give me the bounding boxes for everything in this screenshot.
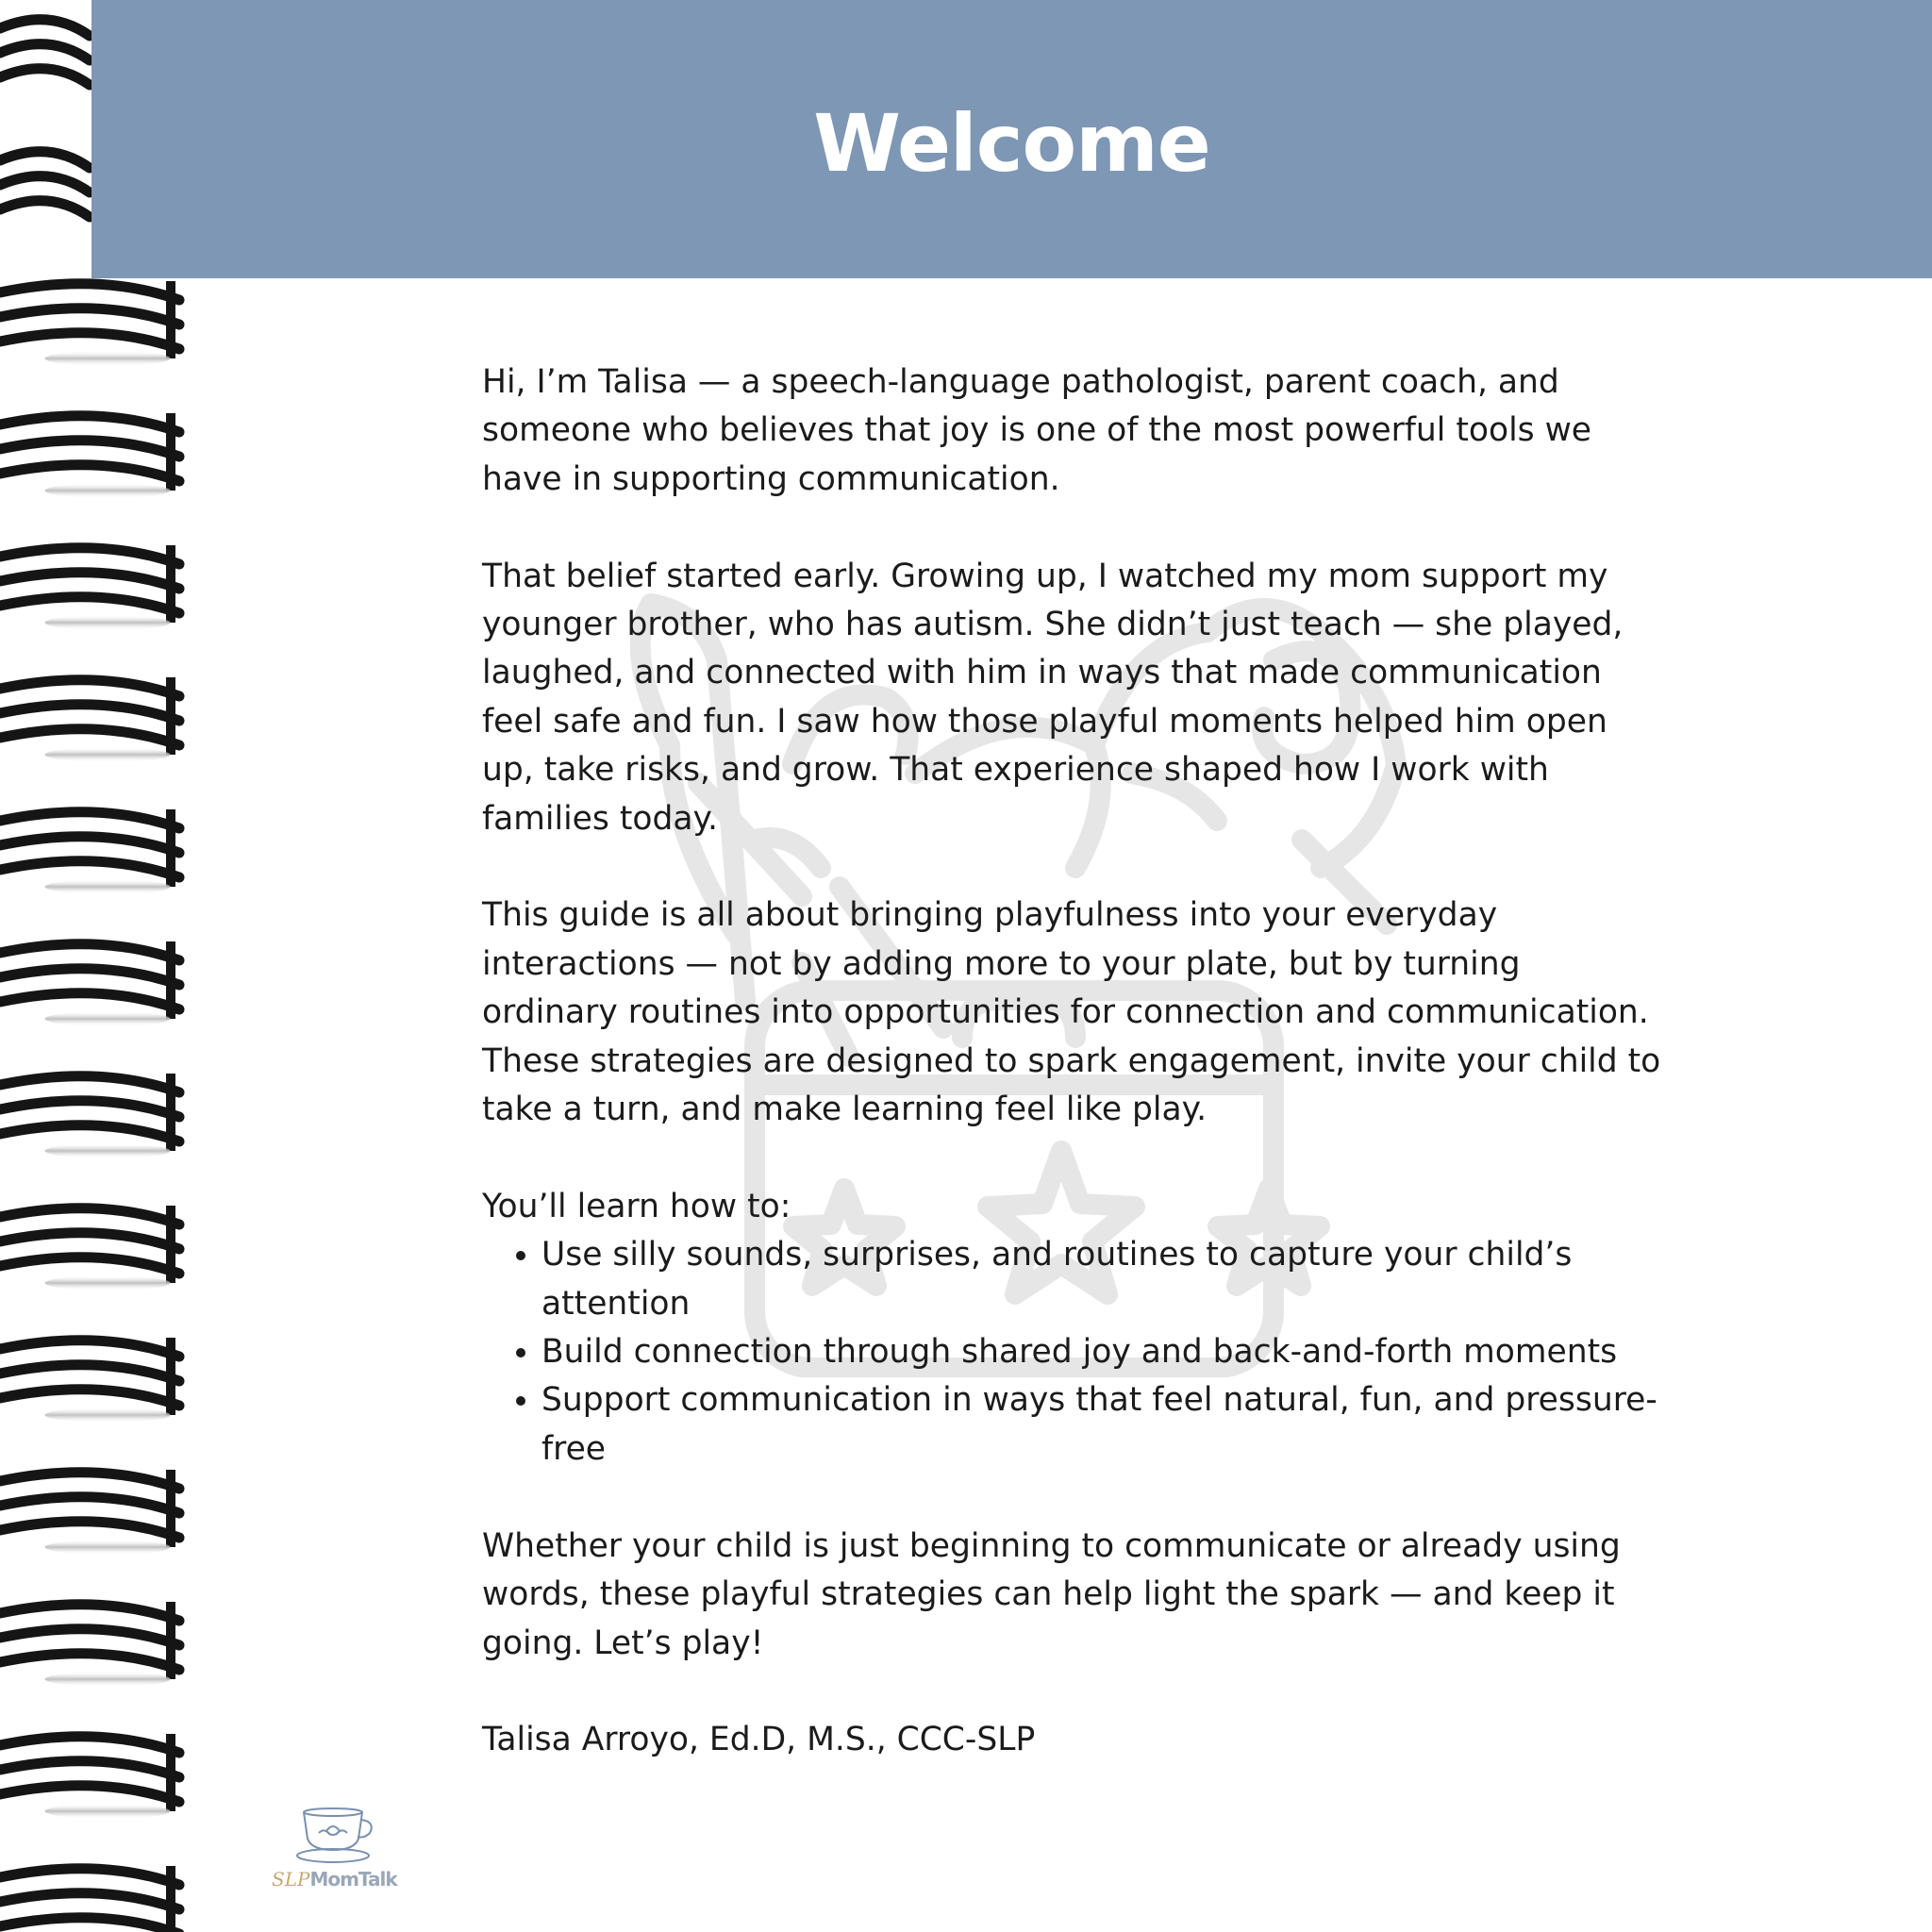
spiral-ring bbox=[0, 1602, 179, 1687]
spiral-ring bbox=[0, 1734, 179, 1819]
logo-text-momtalk: MomTalk bbox=[309, 1868, 397, 1890]
slp-mom-talk-logo bbox=[272, 1807, 397, 1901]
spiral-ring bbox=[0, 1866, 179, 1932]
header-banner bbox=[92, 0, 1932, 278]
page-title: Welcome bbox=[813, 97, 1210, 190]
list-item: • Use silly sounds, surprises, and routines to capture your child’s attention bbox=[541, 1231, 1661, 1328]
spiral-ring bbox=[0, 545, 179, 630]
logo-text-slp: SLP bbox=[272, 1868, 310, 1890]
spiral-ring bbox=[0, 809, 179, 894]
list-item: • Support communication in ways that feel natural, fun, and pressure-free bbox=[541, 1376, 1661, 1474]
spiral-ring bbox=[0, 281, 179, 366]
spiral-ring bbox=[0, 941, 179, 1026]
intro-paragraph: Hi, I’m Talisa — a speech-language pathologist, parent coach, and someone who believes that joy is one of the most powerful tools we have in supporting communication. bbox=[482, 363, 1592, 498]
logo-wordmark bbox=[272, 1868, 397, 1890]
spiral-binding bbox=[0, 0, 189, 1932]
signature: Talisa Arroyo, Ed.D, M.S., CCC-SLP bbox=[482, 1721, 1036, 1759]
spiral-ring bbox=[0, 20, 90, 85]
spiral-ring bbox=[0, 413, 179, 498]
spiral-ring bbox=[0, 1470, 179, 1555]
spiral-ring bbox=[0, 152, 90, 217]
guide-paragraph: This guide is all about bringing playfulness into your everyday interactions — not by adding more to your plate, but by turning ordinary routines into opportunities for connection and communication. These strategies are designed to spark engagement, invite your child to take a turn, and make learning feel like play. bbox=[482, 896, 1661, 1129]
spiral-ring bbox=[0, 677, 179, 762]
spiral-ring bbox=[0, 1206, 179, 1291]
closing-paragraph: Whether your child is just beginning to communicate or already using words, these playful strategies can help light the spark — and keep it going. Let’s play! bbox=[482, 1526, 1621, 1662]
learn-heading: You’ll learn how to: bbox=[482, 1187, 791, 1225]
spiral-ring bbox=[0, 1074, 179, 1158]
spiral-ring bbox=[0, 1338, 179, 1423]
list-item: • Build connection through shared joy and back-and-forth moments bbox=[541, 1328, 1661, 1376]
teacup-icon bbox=[291, 1807, 375, 1865]
story-paragraph: That belief started early. Growing up, I watched my mom support my younger brother, who has autism. She didn’t just teach — she played, laughed, and connected with him in ways that made communication feel safe and fun. I saw how those playful moments helped him open up, take risks, and grow. That experience shaped how I work with families today. bbox=[482, 557, 1624, 838]
learn-list bbox=[482, 1231, 1661, 1474]
welcome-letter bbox=[482, 358, 1661, 1765]
